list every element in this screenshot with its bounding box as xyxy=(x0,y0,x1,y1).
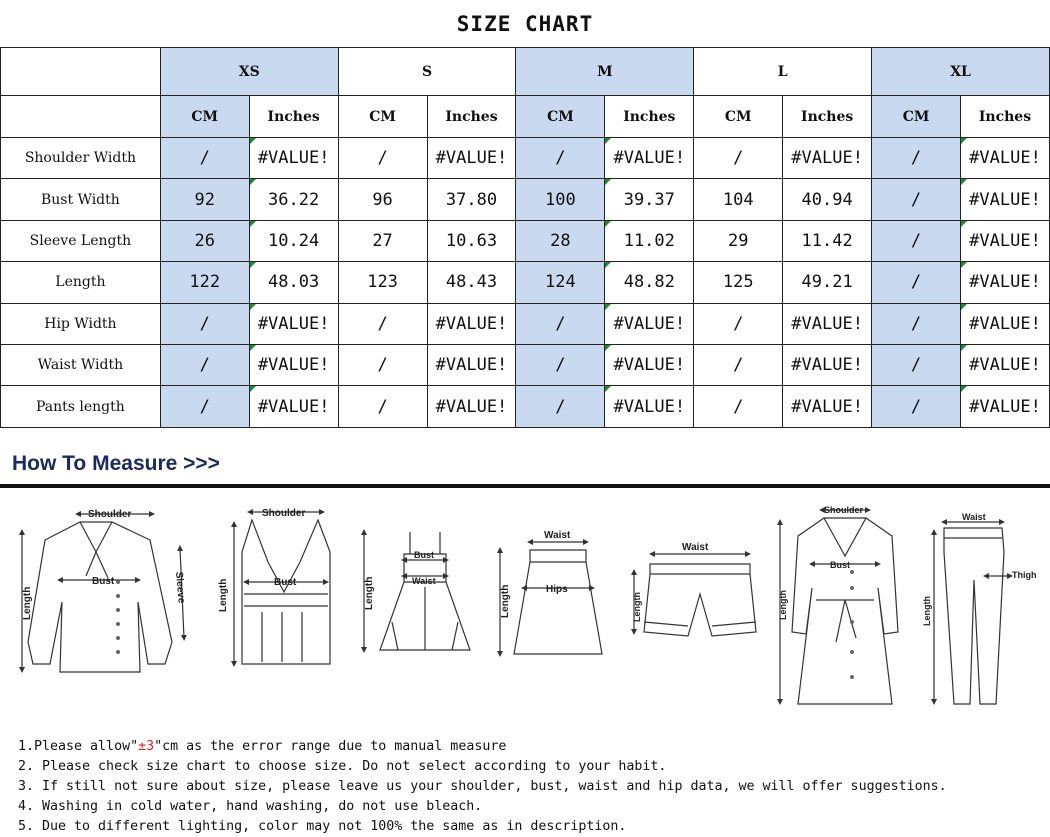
cm-value-cell: / xyxy=(516,303,605,344)
inches-value-cell: 10.24 xyxy=(249,220,338,261)
cm-value-cell: / xyxy=(338,344,427,385)
size-xs-header: XS xyxy=(160,48,338,96)
measure-label-bust: Bust xyxy=(414,550,434,560)
measurement-label: Waist Width xyxy=(1,344,161,385)
unit-inches: Inches xyxy=(605,96,694,138)
cm-value-cell: 104 xyxy=(694,179,783,220)
cm-value-cell: / xyxy=(872,344,961,385)
inches-value-cell: #VALUE! xyxy=(960,303,1049,344)
measuring-guide-illustrations xyxy=(0,492,1050,724)
cm-value-cell: / xyxy=(872,220,961,261)
measure-label-waist: Waist xyxy=(412,576,436,586)
inches-value-cell: #VALUE! xyxy=(249,303,338,344)
measure-label-shoulder: Shoulder xyxy=(262,508,306,519)
cm-value-cell: / xyxy=(338,386,427,427)
how-to-measure-heading: How To Measure >>> xyxy=(12,452,220,475)
cm-value-cell: / xyxy=(872,386,961,427)
cm-value-cell: / xyxy=(872,179,961,220)
unit-inches: Inches xyxy=(249,96,338,138)
unit-inches: Inches xyxy=(960,96,1049,138)
measurement-label: Hip Width xyxy=(1,303,161,344)
trousers-drawing xyxy=(934,522,1010,704)
cm-value-cell: / xyxy=(694,386,783,427)
inches-value-cell: 11.02 xyxy=(605,220,694,261)
cm-value-cell: 28 xyxy=(516,220,605,261)
inches-value-cell: #VALUE! xyxy=(249,138,338,179)
measure-label-sleeve: Sleeve xyxy=(173,571,187,604)
table-row xyxy=(1,179,1050,220)
measure-label-bust: Bust xyxy=(92,576,115,587)
size-m-header: M xyxy=(516,48,694,96)
measure-label-length: Length xyxy=(778,590,788,620)
cm-value-cell: 122 xyxy=(160,262,249,303)
unit-cm: CM xyxy=(694,96,783,138)
cm-value-cell: / xyxy=(160,344,249,385)
inches-value-cell: #VALUE! xyxy=(960,344,1049,385)
unit-cm: CM xyxy=(872,96,961,138)
table-row xyxy=(1,220,1050,261)
inches-value-cell: 48.82 xyxy=(605,262,694,303)
table-row xyxy=(1,344,1050,385)
cm-value-cell: 29 xyxy=(694,220,783,261)
unit-corner-cell xyxy=(1,96,161,138)
corner-cell xyxy=(1,48,161,96)
measure-label-length: Length xyxy=(922,596,932,626)
measure-label-length: Length xyxy=(218,578,229,612)
cm-value-cell: / xyxy=(694,138,783,179)
inches-value-cell: #VALUE! xyxy=(605,386,694,427)
cm-value-cell: / xyxy=(694,303,783,344)
shorts-drawing xyxy=(634,554,756,636)
section-divider xyxy=(0,484,1050,488)
inches-value-cell: #VALUE! xyxy=(427,344,516,385)
inches-value-cell: 39.37 xyxy=(605,179,694,220)
inches-value-cell: 36.22 xyxy=(249,179,338,220)
cm-value-cell: 96 xyxy=(338,179,427,220)
measure-label-thigh: Thigh xyxy=(1012,570,1037,580)
measurement-label: Sleeve Length xyxy=(1,220,161,261)
inches-value-cell: #VALUE! xyxy=(605,138,694,179)
inches-value-cell: #VALUE! xyxy=(249,386,338,427)
skirt-drawing xyxy=(500,542,602,654)
inches-value-cell: 48.43 xyxy=(427,262,516,303)
vest-drawing xyxy=(234,512,330,664)
cm-value-cell: 124 xyxy=(516,262,605,303)
inches-value-cell: 48.03 xyxy=(249,262,338,303)
measure-label-shoulder: Shoulder xyxy=(88,509,132,520)
measurement-label: Bust Width xyxy=(1,179,161,220)
size-xl-header: XL xyxy=(872,48,1050,96)
measurement-label: Shoulder Width xyxy=(1,138,161,179)
unit-inches: Inches xyxy=(783,96,872,138)
cm-value-cell: / xyxy=(872,138,961,179)
measure-label-length: Length xyxy=(364,576,375,610)
measure-label-waist: Waist xyxy=(962,512,986,522)
inches-value-cell: #VALUE! xyxy=(960,262,1049,303)
unit-inches: Inches xyxy=(427,96,516,138)
inches-value-cell: #VALUE! xyxy=(783,386,872,427)
table-row xyxy=(1,138,1050,179)
measure-label-waist: Waist xyxy=(544,530,571,541)
inches-value-cell: #VALUE! xyxy=(605,303,694,344)
measurement-label: Pants length xyxy=(1,386,161,427)
note-item: 3. If still not sure about size, please leave us your shoulder, bust, waist and hip data, we will offer suggestions. xyxy=(18,779,947,794)
measure-label-length: Length xyxy=(632,592,642,622)
size-s-header: S xyxy=(338,48,516,96)
table-row xyxy=(1,386,1050,427)
cm-value-cell: 125 xyxy=(694,262,783,303)
cm-value-cell: / xyxy=(338,138,427,179)
unit-cm: CM xyxy=(160,96,249,138)
measure-label-shoulder: Shoulder xyxy=(824,505,864,515)
note-item: 2. Please check size chart to choose size. Do not select according to your habit. xyxy=(18,759,667,774)
inches-value-cell: #VALUE! xyxy=(427,303,516,344)
inches-value-cell: 37.80 xyxy=(427,179,516,220)
cm-value-cell: 123 xyxy=(338,262,427,303)
inches-value-cell: 49.21 xyxy=(783,262,872,303)
inches-value-cell: #VALUE! xyxy=(427,386,516,427)
inches-value-cell: #VALUE! xyxy=(960,386,1049,427)
cm-value-cell: / xyxy=(872,262,961,303)
cm-value-cell: 92 xyxy=(160,179,249,220)
cm-value-cell: 100 xyxy=(516,179,605,220)
inches-value-cell: #VALUE! xyxy=(783,138,872,179)
inches-value-cell: 10.63 xyxy=(427,220,516,261)
table-row xyxy=(1,262,1050,303)
cm-value-cell: / xyxy=(160,138,249,179)
cm-value-cell: / xyxy=(516,344,605,385)
unit-header-row xyxy=(1,96,1050,138)
inches-value-cell: #VALUE! xyxy=(605,344,694,385)
inches-value-cell: #VALUE! xyxy=(960,179,1049,220)
table-row xyxy=(1,303,1050,344)
inches-value-cell: #VALUE! xyxy=(249,344,338,385)
cm-value-cell: / xyxy=(338,303,427,344)
cm-value-cell: / xyxy=(694,344,783,385)
care-notes xyxy=(18,737,1038,837)
inches-value-cell: 40.94 xyxy=(783,179,872,220)
inches-value-cell: #VALUE! xyxy=(783,303,872,344)
size-chart-table xyxy=(0,47,1050,428)
blouse-drawing xyxy=(22,514,184,672)
size-chart-title: SIZE CHART xyxy=(456,12,594,36)
inches-value-cell: 11.42 xyxy=(783,220,872,261)
cm-value-cell: / xyxy=(872,303,961,344)
size-l-header: L xyxy=(694,48,872,96)
inches-value-cell: #VALUE! xyxy=(783,344,872,385)
note-item: 4. Washing in cold water, hand washing, do not use bleach. xyxy=(18,799,483,814)
cm-value-cell: 26 xyxy=(160,220,249,261)
measure-label-waist: Waist xyxy=(682,542,709,553)
measurement-label: Length xyxy=(1,262,161,303)
inches-value-cell: #VALUE! xyxy=(960,138,1049,179)
measure-label-bust: Bust xyxy=(274,577,297,588)
cm-value-cell: 27 xyxy=(338,220,427,261)
note-item: 5. Due to different lighting, color may not 100% the same as in description. xyxy=(18,819,627,834)
measure-label-length: Length xyxy=(22,586,33,620)
note-item: 1.Please allow"±3"cm as the error range due to manual measure xyxy=(18,739,507,754)
measure-label-bust: Bust xyxy=(830,560,850,570)
cm-value-cell: / xyxy=(516,386,605,427)
unit-cm: CM xyxy=(338,96,427,138)
size-header-row xyxy=(1,48,1050,96)
inches-value-cell: #VALUE! xyxy=(427,138,516,179)
coat-drawing xyxy=(780,510,898,704)
cm-value-cell: / xyxy=(516,138,605,179)
cm-value-cell: / xyxy=(160,386,249,427)
cm-value-cell: / xyxy=(160,303,249,344)
unit-cm: CM xyxy=(516,96,605,138)
inches-value-cell: #VALUE! xyxy=(960,220,1049,261)
measure-label-hips: Hips xyxy=(546,584,568,595)
measure-label-length: Length xyxy=(500,584,511,618)
